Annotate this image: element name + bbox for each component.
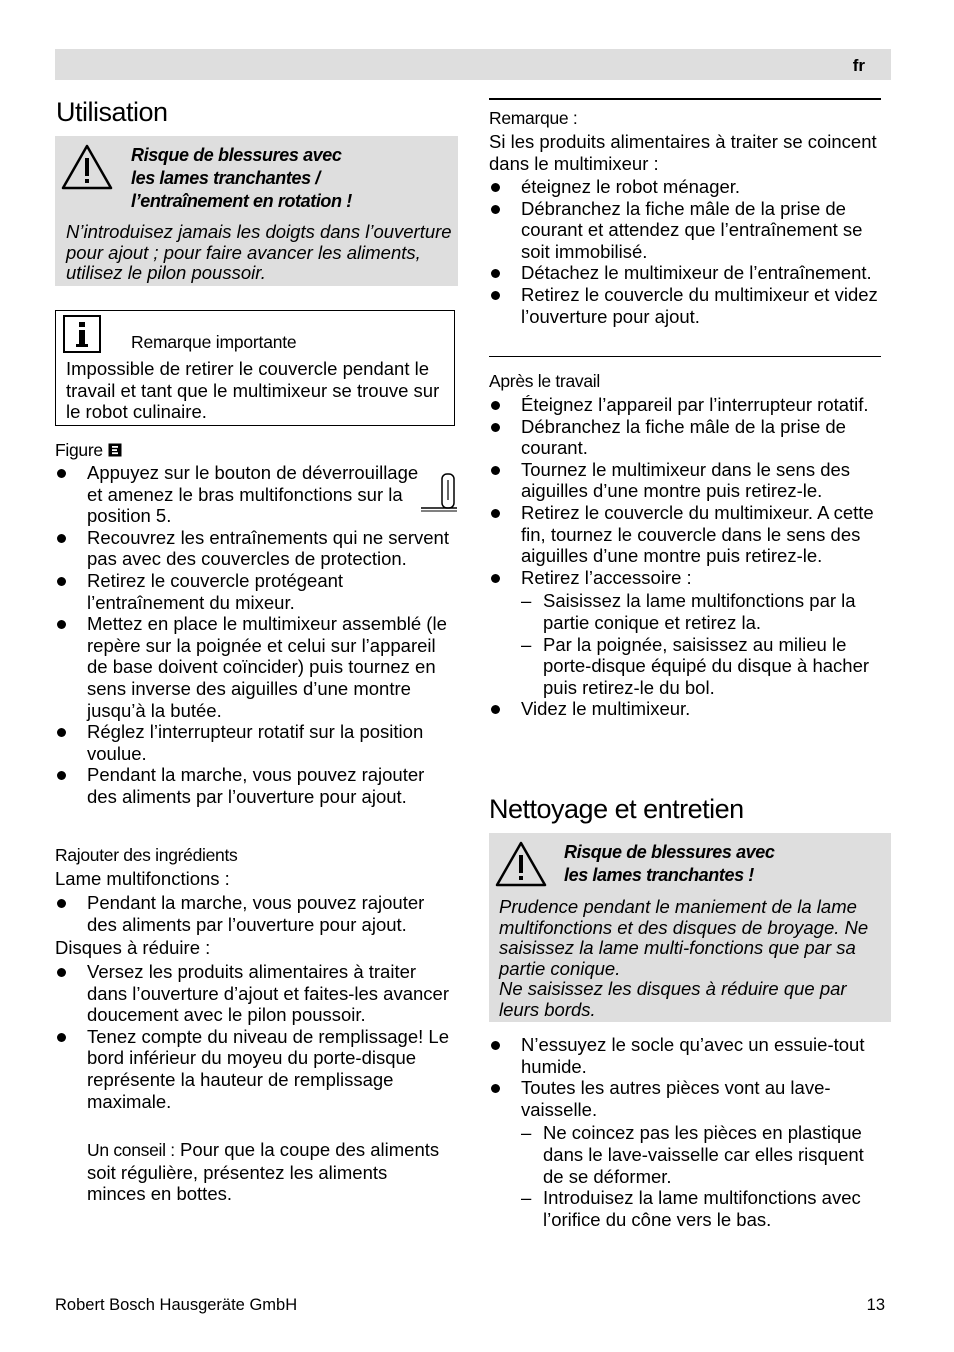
sub-list-item: – Saisissez la lame multifonctions par la partie conique et retirez la. xyxy=(521,590,889,633)
section-title-utilisation: Utilisation xyxy=(56,97,168,127)
warning-body: Prudence pendant le maniement de la lame multifonctions et des disques de broyage. Ne saisissez la lame multi-fonctions que par sa partie conique. Ne saisissez les disques à réduire que par leurs bords. xyxy=(499,896,869,1020)
important-note-box xyxy=(55,310,455,426)
sub-list-item: – Introduisez la lame multifonctions avec l’orifice du cône vers le bas. xyxy=(521,1187,889,1230)
list-item: éteignez le robot ménager. xyxy=(489,176,884,198)
list-item: Détachez le multimixeur de l’entraînement. xyxy=(489,262,884,284)
note-title: Remarque importante xyxy=(131,332,297,352)
after-work-list xyxy=(489,394,889,720)
list-item: Versez les produits alimentaires à traiter dans l’ouverture d’ajout et faites-les avancer doucement avec le pilon poussoir. xyxy=(55,961,455,1026)
list-item: Recouvrez les entraînements qui ne servent pas avec des couvercles de protection. xyxy=(55,527,455,570)
warning-body: N’introduisez jamais les doigts dans l’ouverture pour ajout ; pour faire avancer les aliments, utilisez le pilon poussoir. xyxy=(66,221,452,283)
list-item: Débranchez la fiche mâle de la prise de courant et attendez que l’entraînement se soit immobilisé. xyxy=(489,198,884,263)
remark-list xyxy=(489,176,884,327)
list-item: Retirez l’accessoire : – Saisissez la lame multifonctions par la partie conique et retirez la. – Par la poignée, saisissez au milieu le porte-disque équipé du disque à hacher puis retirez-le du bol. xyxy=(489,567,889,699)
warning-title: Risque de blessures avec les lames tranchantes / l’entraînement en rotation ! xyxy=(131,145,352,211)
remark-title: Remarque : xyxy=(489,108,578,128)
steps-list xyxy=(55,462,455,808)
accessory-sublist xyxy=(521,590,889,698)
note-body: Impossible de retirer le couvercle pendant le travail et tant que le multimixeur se trouve sur le robot culinaire. xyxy=(66,358,440,423)
list-item: Retirez le couvercle du multimixeur. A cette fin, tournez le couvercle dans le sens des aiguilles d’une montre puis retirez-le. xyxy=(489,502,889,567)
disques-label: Disques à réduire : xyxy=(55,937,211,958)
divider xyxy=(489,98,881,100)
info-icon xyxy=(63,315,101,353)
list-item: Réglez l’interrupteur rotatif sur la position voulue. xyxy=(55,721,455,764)
cleaning-sublist xyxy=(521,1122,889,1230)
disques-list xyxy=(55,961,455,1112)
list-item: Retirez le couvercle protégeant l’entraînement du mixeur. xyxy=(55,570,455,613)
cleaning-list xyxy=(489,1034,889,1230)
tip-text: Pour que la coupe des aliments soit régulière, présentez les aliments minces en bottes. xyxy=(87,1139,440,1205)
header-bar xyxy=(55,49,891,80)
list-item: Pendant la marche, vous pouvez rajouter des aliments par l’ouverture pour ajout. xyxy=(55,764,455,807)
list-item: Tenez compte du niveau de remplissage! Le bord inférieur du moyeu du porte-disque représente la hauteur de remplissage maximale. xyxy=(55,1026,455,1112)
list-item: Éteignez l’appareil par l’interrupteur rotatif. xyxy=(489,394,889,416)
divider xyxy=(489,356,881,357)
warning-triangle-icon xyxy=(495,841,547,887)
footer-company: Robert Bosch Hausgeräte GmbH xyxy=(55,1296,298,1314)
list-item: Videz le multimixeur. xyxy=(489,698,889,720)
sub-list-item: – Ne coincez pas les pièces en plastique dans le lave-vaisselle car elles risquent de se déformer. xyxy=(521,1122,889,1187)
list-item: Appuyez sur le bouton de déverrouillage et amenez le bras multifonctions sur la position 5. xyxy=(55,462,455,527)
warning-title: Risque de blessures avec les lames tranchantes ! xyxy=(564,842,775,885)
page-number: 13 xyxy=(866,1296,885,1314)
warning-box-blades xyxy=(489,833,891,1022)
list-item: Mettez en place le multimixeur assemblé (le repère sur la poignée et celui sur l’appareil de base doivent coïncider) puis tournez en sens inverse des aiguilles d’une montre jusqu’à la butée. xyxy=(55,613,455,721)
tip-label: Un conseil : xyxy=(87,1140,175,1160)
warning-triangle-icon xyxy=(61,144,113,190)
tip-paragraph xyxy=(87,1139,447,1205)
sub-list-item: – Par la poignée, saisissez au milieu le porte-disque équipé du disque à hacher puis retirez-le du bol. xyxy=(521,634,889,699)
list-item: Retirez le couvercle du multimixeur et videz l’ouverture pour ajout. xyxy=(489,284,884,327)
remark-intro: Si les produits alimentaires à traiter se coincent dans le multimixeur : xyxy=(489,131,877,174)
list-item: Toutes les autres pièces vont au lave-vaisselle. – Ne coincez pas les pièces en plastique dans le lave-vaisselle car elles risquent de se déformer. – Introduisez la lame multifonctions avec l’orifice du cône vers le bas. xyxy=(489,1077,889,1230)
lame-label: Lame multifonctions : xyxy=(55,868,230,889)
list-item: Tournez le multimixeur dans le sens des aiguilles d’une montre puis retirez-le. xyxy=(489,459,889,502)
figure-label: Figure xyxy=(55,439,122,462)
list-item: Débranchez la fiche mâle de la prise de courant. xyxy=(489,416,889,459)
list-item: N’essuyez le socle qu’avec un essuie-tout humide. xyxy=(489,1034,889,1077)
language-label: fr xyxy=(852,56,865,75)
warning-box-rotation xyxy=(55,136,458,286)
after-work-title: Après le travail xyxy=(489,371,600,391)
section-title-cleaning: Nettoyage et entretien xyxy=(489,794,744,824)
list-item: Pendant la marche, vous pouvez rajouter des aliments par l’ouverture pour ajout. xyxy=(55,892,455,935)
lame-list xyxy=(55,892,455,935)
figure-number-icon xyxy=(108,443,122,457)
subheading-add-ingredients: Rajouter des ingrédients xyxy=(55,845,238,865)
